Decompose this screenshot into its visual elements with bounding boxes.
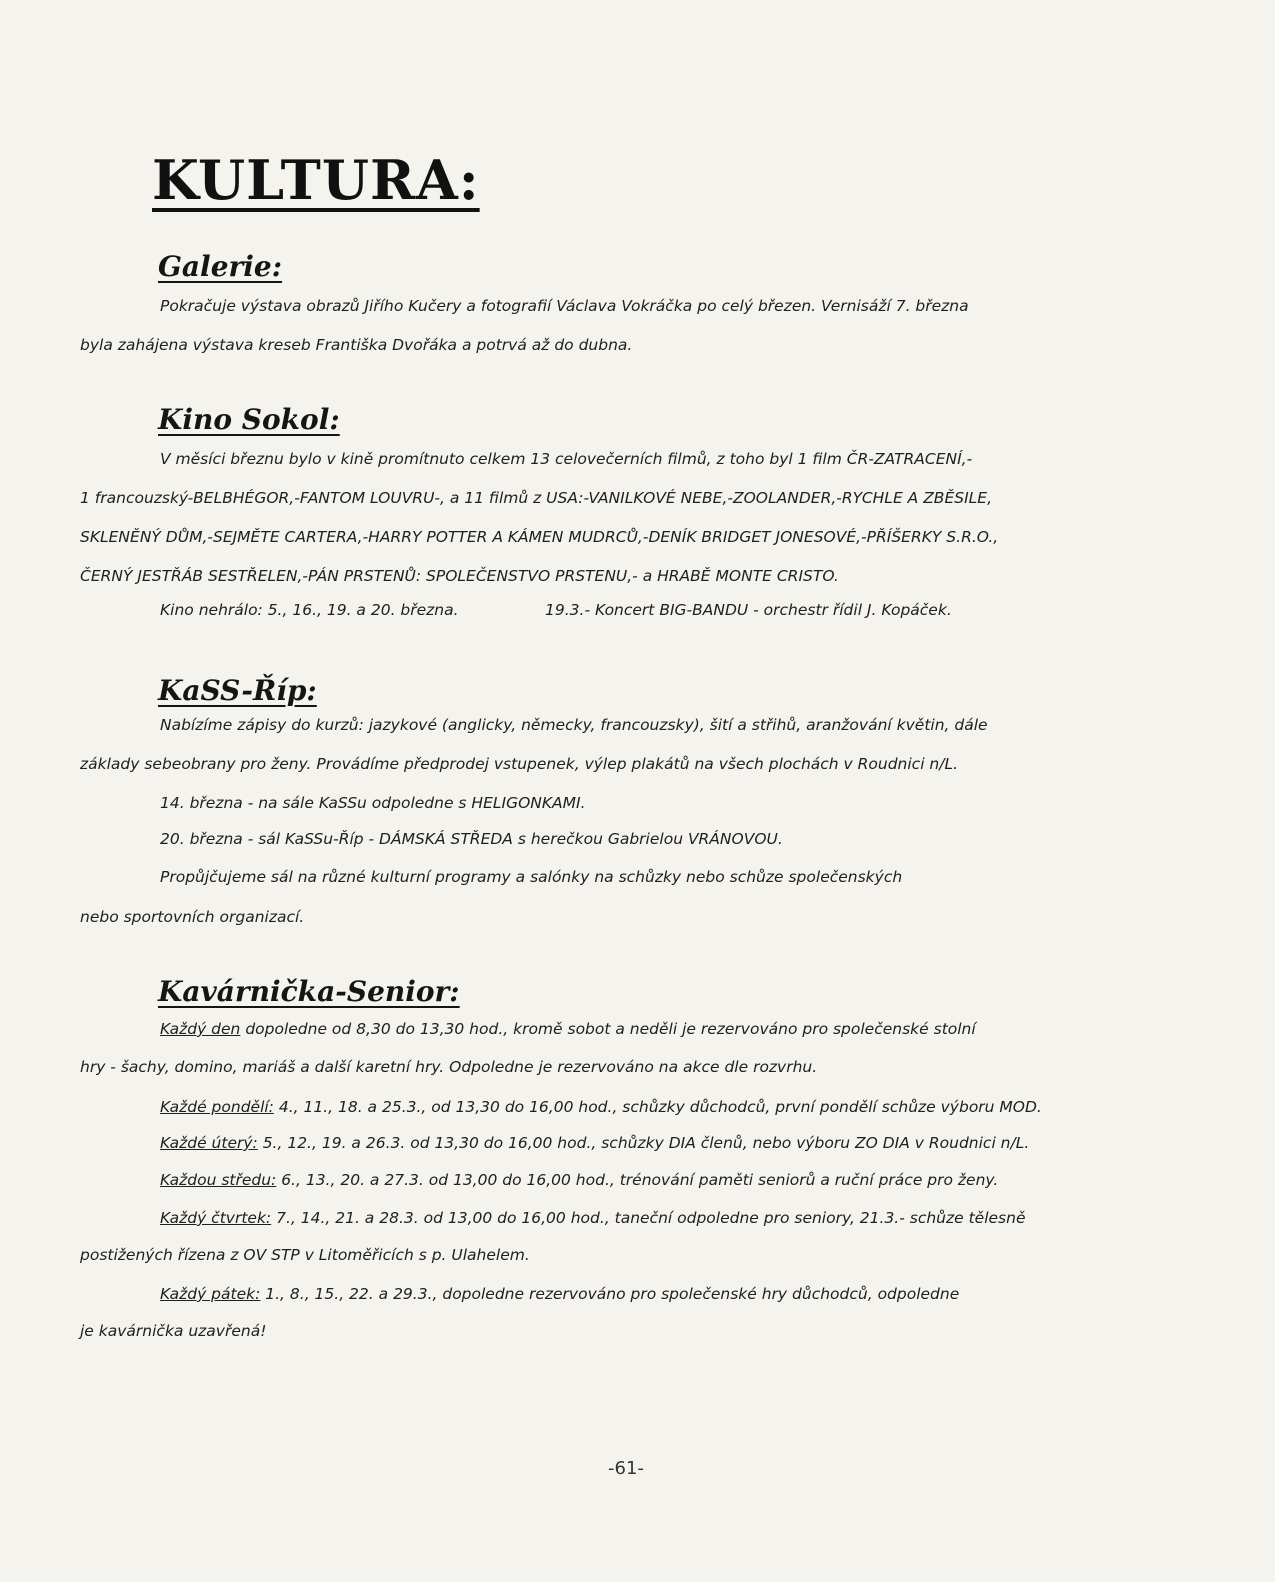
- section-heading-kass: KaSS-Říp:: [158, 674, 317, 707]
- section-heading-galerie: Galerie:: [158, 250, 283, 283]
- kino-closed-days: Kino nehrálo: 5., 16., 19. a 20. března.: [160, 601, 459, 619]
- daily-text: dopoledne od 8,30 do 13,30 hod., kromě sobot a neděli je rezervováno pro společenské stolní: [240, 1020, 976, 1038]
- kino-line-3: SKLENĚNÝ DŮM,-SEJMĚTE CARTERA,-HARRY POTTER A KÁMEN MUDRCŮ,-DENÍK BRIDGET JONESOVÉ,-PŘÍŠERKY S.R.O.,: [80, 528, 999, 546]
- kavarnicka-tuesday: [160, 1134, 1029, 1152]
- friday-label: Každý pátek:: [160, 1285, 261, 1303]
- kavarnicka-monday: [160, 1098, 1042, 1116]
- monday-text: 4., 11., 18. a 25.3., od 13,30 do 16,00 hod., schůzky důchodců, první pondělí schůze výboru MOD.: [273, 1098, 1042, 1116]
- kass-line-1: Nabízíme zápisy do kurzů: jazykové (anglicky, německy, francouzsky), šití a střihů, aranžování květin, dále: [160, 716, 988, 734]
- kass-event-1: 14. března - na sále KaSSu odpoledne s HELIGONKAMI.: [160, 794, 586, 812]
- galerie-line-2: byla zahájena výstava kreseb Františka Dvořáka a potrvá až do dubna.: [80, 336, 633, 354]
- kavarnicka-friday: [160, 1285, 959, 1303]
- daily-label: Každý den: [160, 1020, 241, 1038]
- kino-concert: 19.3.- Koncert BIG-BANDU - orchestr řídil J. Kopáček.: [545, 601, 952, 619]
- monday-label: Každé pondělí:: [160, 1098, 274, 1116]
- kino-line-1: V měsíci březnu bylo v kině promítnuto celkem 13 celovečerních filmů, z toho byl 1 film ČR-ZATRACENÍ,-: [160, 450, 973, 468]
- friday-text: 1., 8., 15., 22. a 29.3., dopoledne rezervováno pro společenské hry důchodců, odpoledne: [260, 1285, 960, 1303]
- thursday-text: 7., 14., 21. a 28.3. od 13,00 do 16,00 hod., taneční odpoledne pro seniory, 21.3.- schůze tělesně: [271, 1209, 1026, 1227]
- tuesday-text: 5., 12., 19. a 26.3. od 13,30 do 16,00 hod., schůzky DIA členů, nebo výboru ZO DIA v Roudnici n/L.: [257, 1134, 1030, 1152]
- tuesday-label: Každé úterý:: [160, 1134, 258, 1152]
- kino-line-2: 1 francouzský-BELBHÉGOR,-FANTOM LOUVRU-, a 11 filmů z USA:-VANILKOVÉ NEBE,-ZOOLANDER,-RYCHLE A ZBĚSILE,: [80, 489, 993, 507]
- kass-rent-line-1: Propůjčujeme sál na různé kulturní programy a salónky na schůzky nebo schůze společenských: [160, 868, 903, 886]
- thursday-label: Každý čtvrtek:: [160, 1209, 272, 1227]
- kavarnicka-daily: [160, 1020, 976, 1038]
- section-heading-kino: Kino Sokol:: [158, 403, 340, 436]
- galerie-line-1: Pokračuje výstava obrazů Jiřího Kučery a fotografií Václava Vokráčka po celý březen. Vernisáží 7. března: [160, 297, 969, 315]
- section-heading-kavarnicka: Kavárnička-Senior:: [158, 975, 460, 1008]
- kavarnicka-thursday-2: postižených řízena z OV STP v Litoměřicích s p. Ulahelem.: [80, 1246, 530, 1264]
- kavarnicka-daily-2: hry - šachy, domino, mariáš a další karetní hry. Odpoledne je rezervováno na akce dle rozvrhu.: [80, 1058, 818, 1076]
- kass-rent-line-2: nebo sportovních organizací.: [80, 908, 305, 926]
- wednesday-text: 6., 13., 20. a 27.3. od 13,00 do 16,00 hod., trénování paměti seniorů a ruční práce pro ženy.: [276, 1171, 999, 1189]
- kavarnicka-wednesday: [160, 1171, 998, 1189]
- kino-line-4: ČERNÝ JESTŘÁB SESTŘELEN,-PÁN PRSTENŮ: SPOLEČENSTVO PRSTENU,- a HRABĚ MONTE CRISTO.: [80, 567, 839, 585]
- page-number: -61-: [608, 1458, 644, 1479]
- kavarnicka-thursday: [160, 1209, 1026, 1227]
- kass-line-2: základy sebeobrany pro ženy. Provádíme předprodej vstupenek, výlep plakátů na všech plochách v Roudnici n/L.: [80, 755, 959, 773]
- wednesday-label: Každou středu:: [160, 1171, 277, 1189]
- page-title: KULTURA:: [152, 148, 480, 212]
- kavarnicka-friday-2: je kavárnička uzavřená!: [80, 1322, 267, 1340]
- kass-event-2: 20. března - sál KaSSu-Říp - DÁMSKÁ STŘEDA s herečkou Gabrielou VRÁNOVOU.: [160, 830, 783, 848]
